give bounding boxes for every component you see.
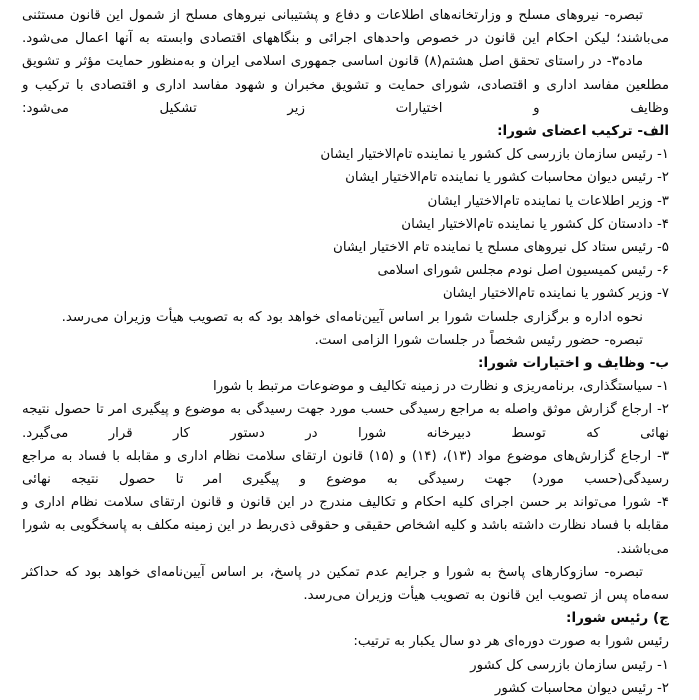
paragraph-jim-intro: رئیس شورا به صورت دوره‌ای هر دو سال یکبار به ترتیب:	[353, 634, 669, 650]
list-item-be-1: ۱- سیاستگذاری، برنامه‌ریزی و نظارت در زمینه تکالیف و موضوعات مرتبط با شورا	[213, 379, 669, 395]
paragraph-be-note: تبصره- سازوکارهای پاسخ به شورا و جرایم عدم تمکین در پاسخ، بر اساس آیین‌نامه‌ای خواهد بود که حداکثر سه‌ماه پس از تصویب این قانون به تصویب هیأت وزیران می‌رسد.	[22, 564, 669, 604]
list-item-jim-1: ۱- رئیس سازمان بازرسی کل کشور	[470, 657, 669, 673]
heading-section-alef: الف- ترکیب اعضای شورا:	[497, 123, 669, 140]
list-item-be-2: ۲- ارجاع گزارش موثق واصله به مراجع رسیدگی حسب مورد جهت رسیدگی به موضوع و پیگیری امر تا حصول نتیجه نهائی که توسط دبیرخانه شورا در دستور کار قرار می‌گیرد.	[22, 402, 669, 441]
paragraph-note-tabsare-1: تبصره- نیروهای مسلح و وزارتخانه‌های اطلاعات و دفاع و پشتیبانی نیروهای مسلح از شمول این قانون مستثنی می‌باشند؛ لیکن احکام این قانون در خصوص واحدهای اجرائی و بنگاههای اقتصادی وابسته به آنها اعمال می‌شود.	[22, 8, 669, 47]
heading-section-jim: ج) رئیس شورا:	[566, 610, 669, 627]
list-item-be-4: ۴- شورا می‌تواند بر حسن اجرای کلیه احکام و تکالیف مندرج در این قانون و قانون ارتقای سلامت نظام اداری و مقابله با فساد نظارت داشته باشد و کلیه اشخاص حقیقی و حقوقی ذی‌ربط در این زمینه مکلف به پاسخگویی به شورا می‌باشند.	[22, 495, 669, 557]
paragraph-alef-session-rules: نحوه اداره و برگزاری جلسات شورا بر اساس آیین‌نامه‌ای خواهد بود که به تصویب هیأت وزیران می‌رسد.	[61, 309, 643, 325]
list-item-alef-6: ۶- رئیس کمیسیون اصل نودم مجلس شورای اسلامی	[377, 263, 669, 279]
list-item-jim-2: ۲- رئیس دیوان محاسبات کشور	[494, 680, 669, 696]
list-item-alef-1: ۱- رئیس سازمان بازرسی کل کشور یا نماینده تام‌الاختیار ایشان	[320, 147, 669, 163]
paragraph-alef-note: تبصره- حضور رئیس شخصاً در جلسات شورا الزامی است.	[314, 332, 643, 348]
list-item-alef-2: ۲- رئیس دیوان محاسبات کشور یا نماینده تام‌الاختیار ایشان	[345, 170, 669, 186]
list-item-alef-5: ۵- رئیس ستاد کل نیروهای مسلح یا نماینده تام الاختیار ایشان	[333, 240, 669, 256]
heading-section-be: ب- وظایف و اختیارات شورا:	[478, 355, 669, 372]
list-item-alef-3: ۳- وزیر اطلاعات یا نماینده تام‌الاختیار ایشان	[427, 193, 669, 209]
list-item-alef-7: ۷- وزیر کشور یا نماینده تام‌الاختیار ایشان	[442, 286, 669, 302]
list-item-alef-4: ۴- دادستان کل کشور یا نماینده تام‌الاختیار ایشان	[401, 216, 669, 232]
paragraph-article-3: ماده۳- در راستای تحقق اصل هشتم(۸) قانون اساسی جمهوری اسلامی ایران و به‌منظور حمایت مؤثر و تشویق مطلعین مفاسد اداری و اقتصادی، شورای حمایت و تشویق مخبران و شهود مفاسد اداری و اقتصادی با ترکیب و وظایف و اختیارات زیر تشکیل می‌شود:	[22, 54, 669, 116]
list-item-be-3: ۳- ارجاع گزارش‌های موضوع مواد (۱۳)، (۱۴) و (۱۵) قانون ارتقای سلامت نظام اداری و مقابله با فساد به مراجع رسیدگی(حسب مورد) جهت رسیدگی به موضوع و پیگیری امر تا حصول نتیجه نهائی	[22, 448, 670, 488]
